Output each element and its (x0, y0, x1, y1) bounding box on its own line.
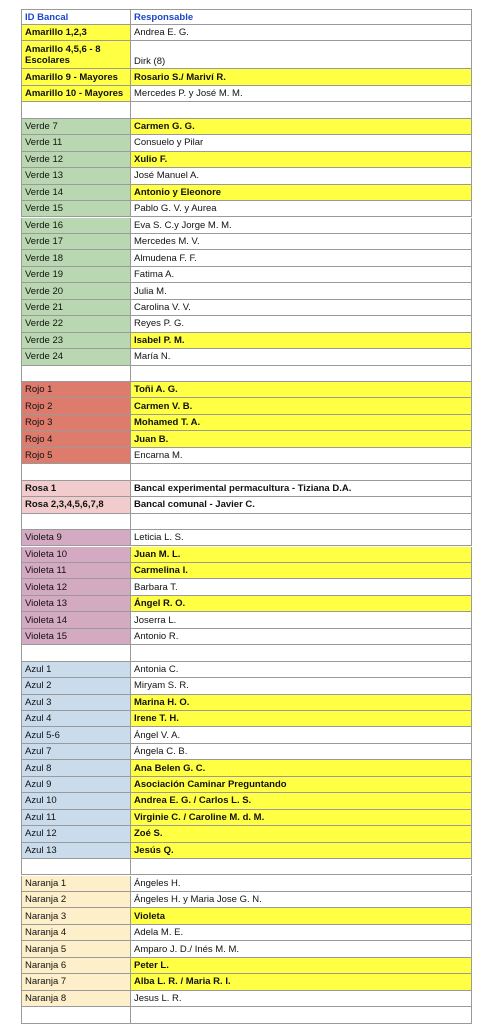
responsable-cell[interactable]: Pablo G. V. y Aurea (131, 201, 472, 217)
id-bancal-cell[interactable]: Rojo 3 (21, 415, 131, 431)
table-row (21, 283, 472, 299)
empty-cell[interactable] (131, 102, 472, 118)
responsable-cell[interactable]: Bancal experimental permacultura - Tiziana D.A. (131, 481, 472, 497)
table-row (21, 612, 472, 628)
empty-cell[interactable] (131, 1007, 472, 1023)
blank-row (21, 1007, 472, 1023)
blank-row (21, 366, 472, 382)
responsable-cell[interactable]: Leticia L. S. (131, 530, 472, 546)
responsable-cell[interactable]: Xulio F. (131, 152, 472, 168)
table-row (21, 41, 472, 69)
id-bancal-cell[interactable]: Violeta 14 (21, 612, 131, 628)
id-bancal-cell[interactable]: Azul 5-6 (21, 727, 131, 743)
table-row (21, 481, 472, 497)
responsable-cell[interactable]: Juan B. (131, 431, 472, 447)
responsable-cell[interactable]: Joserra L. (131, 612, 472, 628)
id-bancal-cell[interactable]: Rojo 2 (21, 398, 131, 414)
responsable-cell[interactable]: Jesús Q. (131, 843, 472, 859)
id-bancal-cell[interactable]: Azul 12 (21, 826, 131, 842)
table-row (21, 941, 472, 957)
table-row (21, 843, 472, 859)
responsable-cell[interactable]: Ángeles H. (131, 876, 472, 892)
table-row (21, 185, 472, 201)
responsable-cell[interactable]: Carolina V. V. (131, 300, 472, 316)
responsable-cell[interactable]: Barbara T. (131, 579, 472, 595)
table-row (21, 596, 472, 612)
responsable-cell[interactable]: Ana Belen G. C. (131, 760, 472, 776)
id-bancal-cell[interactable]: Verde 18 (21, 250, 131, 266)
table-row (21, 547, 472, 563)
table-row (21, 135, 472, 151)
id-bancal-cell[interactable]: Azul 8 (21, 760, 131, 776)
table-row (21, 727, 472, 743)
responsable-cell[interactable]: Isabel P. M. (131, 333, 472, 349)
id-bancal-cell[interactable]: Naranja 6 (21, 958, 131, 974)
table-row (21, 711, 472, 727)
table-row (21, 744, 472, 760)
table-row (21, 876, 472, 892)
table-row (21, 382, 472, 398)
table-row (21, 629, 472, 645)
empty-cell[interactable] (21, 366, 131, 382)
id-bancal-cell[interactable]: Rojo 5 (21, 448, 131, 464)
table-row (21, 497, 472, 513)
id-bancal-cell[interactable]: Azul 11 (21, 810, 131, 826)
id-bancal-cell[interactable]: Verde 11 (21, 135, 131, 151)
responsable-cell[interactable]: Ángeles H. y Maria Jose G. N. (131, 892, 472, 908)
responsable-cell[interactable]: María N. (131, 349, 472, 365)
responsable-cell[interactable]: Mohamed T. A. (131, 415, 472, 431)
id-bancal-cell[interactable]: Naranja 3 (21, 908, 131, 924)
id-bancal-cell[interactable]: Violeta 13 (21, 596, 131, 612)
empty-cell[interactable] (21, 859, 131, 875)
responsable-cell[interactable]: Ángel V. A. (131, 727, 472, 743)
id-bancal-cell[interactable]: Violeta 12 (21, 579, 131, 595)
table-row (21, 974, 472, 990)
id-bancal-cell[interactable]: Verde 16 (21, 218, 131, 234)
responsable-cell[interactable]: Ángel R. O. (131, 596, 472, 612)
blank-row (21, 102, 472, 118)
id-bancal-cell[interactable]: Azul 9 (21, 777, 131, 793)
table-row (21, 892, 472, 908)
id-bancal-cell[interactable]: Amarillo 9 - Mayores (21, 69, 131, 85)
table-row (21, 250, 472, 266)
responsable-cell[interactable]: Amparo J. D./ Inés M. M. (131, 941, 472, 957)
responsable-cell[interactable]: Asociación Caminar Preguntando (131, 777, 472, 793)
id-bancal-cell[interactable]: Verde 17 (21, 234, 131, 250)
table-row (21, 316, 472, 332)
empty-cell[interactable] (131, 464, 472, 480)
id-bancal-cell[interactable]: Verde 12 (21, 152, 131, 168)
responsable-cell[interactable]: Adela M. E. (131, 925, 472, 941)
table-row (21, 925, 472, 941)
id-bancal-cell[interactable]: Rosa 1 (21, 481, 131, 497)
header-id-bancal[interactable]: ID Bancal (21, 9, 131, 25)
table-row (21, 86, 472, 102)
responsable-cell[interactable]: Carmen V. B. (131, 398, 472, 414)
responsable-cell[interactable]: Juan M. L. (131, 547, 472, 563)
id-bancal-cell[interactable]: Azul 2 (21, 678, 131, 694)
table-row (21, 267, 472, 283)
empty-cell[interactable] (131, 514, 472, 530)
table-row (21, 218, 472, 234)
table-row (21, 333, 472, 349)
responsable-cell[interactable]: Fatima A. (131, 267, 472, 283)
responsable-cell[interactable]: Andrea E. G. (131, 25, 472, 41)
id-bancal-cell[interactable]: Amarillo 1,2,3 (21, 25, 131, 41)
table-row (21, 398, 472, 414)
table-row (21, 662, 472, 678)
empty-cell[interactable] (21, 645, 131, 661)
id-bancal-cell[interactable]: Azul 1 (21, 662, 131, 678)
table-row (21, 415, 472, 431)
responsable-cell[interactable]: Zoé S. (131, 826, 472, 842)
table-row (21, 234, 472, 250)
responsable-cell[interactable]: Carmen G. G. (131, 119, 472, 135)
id-bancal-cell[interactable]: Azul 4 (21, 711, 131, 727)
responsable-cell[interactable]: Violeta (131, 908, 472, 924)
responsable-cell[interactable]: José Manuel A. (131, 168, 472, 184)
blank-row (21, 464, 472, 480)
id-bancal-cell[interactable]: Azul 7 (21, 744, 131, 760)
id-bancal-cell[interactable]: Naranja 2 (21, 892, 131, 908)
id-bancal-cell[interactable]: Naranja 7 (21, 974, 131, 990)
blank-row (21, 514, 472, 530)
table-row (21, 119, 472, 135)
table-row (21, 695, 472, 711)
responsable-cell[interactable]: Julia M. (131, 283, 472, 299)
id-bancal-cell[interactable]: Verde 14 (21, 185, 131, 201)
table-row (21, 152, 472, 168)
table-row (21, 431, 472, 447)
id-bancal-cell[interactable]: Violeta 9 (21, 530, 131, 546)
table-row (21, 810, 472, 826)
id-bancal-cell[interactable]: Naranja 8 (21, 991, 131, 1007)
empty-cell[interactable] (131, 645, 472, 661)
responsable-cell[interactable]: Dirk (8) (131, 41, 472, 69)
id-bancal-cell[interactable]: Naranja 5 (21, 941, 131, 957)
id-bancal-cell[interactable]: Verde 15 (21, 201, 131, 217)
id-bancal-cell[interactable]: Azul 3 (21, 695, 131, 711)
id-bancal-cell[interactable]: Amarillo 10 - Mayores (21, 86, 131, 102)
id-bancal-cell[interactable]: Rojo 4 (21, 431, 131, 447)
empty-cell[interactable] (21, 1007, 131, 1023)
id-bancal-cell[interactable]: Verde 23 (21, 333, 131, 349)
responsable-cell[interactable]: Peter L. (131, 958, 472, 974)
responsable-cell[interactable]: Antonio y Eleonore (131, 185, 472, 201)
responsable-cell[interactable]: Bancal comunal - Javier C. (131, 497, 472, 513)
id-bancal-cell[interactable]: Violeta 15 (21, 629, 131, 645)
id-bancal-cell[interactable]: Verde 13 (21, 168, 131, 184)
id-bancal-cell[interactable]: Amarillo 4,5,6 - 8 Escolares (21, 41, 131, 69)
table-row (21, 678, 472, 694)
id-bancal-cell[interactable]: Verde 7 (21, 119, 131, 135)
responsable-cell[interactable]: Almudena F. F. (131, 250, 472, 266)
responsable-cell[interactable]: Reyes P. G. (131, 316, 472, 332)
table-row (21, 760, 472, 776)
id-bancal-cell[interactable]: Violeta 10 (21, 547, 131, 563)
table-row (21, 826, 472, 842)
responsable-cell[interactable]: Antonia C. (131, 662, 472, 678)
empty-cell[interactable] (21, 102, 131, 118)
table-row (21, 958, 472, 974)
table-row (21, 300, 472, 316)
empty-cell[interactable] (131, 859, 472, 875)
responsable-cell[interactable]: Mercedes P. y José M. M. (131, 86, 472, 102)
responsable-cell[interactable]: Marina H. O. (131, 695, 472, 711)
id-bancal-cell[interactable]: Verde 21 (21, 300, 131, 316)
table-row (21, 991, 472, 1007)
responsable-cell[interactable]: Virginie C. / Caroline M. d. M. (131, 810, 472, 826)
header-row (21, 9, 472, 25)
table-row (21, 349, 472, 365)
id-bancal-cell[interactable]: Verde 22 (21, 316, 131, 332)
responsable-cell[interactable]: Andrea E. G. / Carlos L. S. (131, 793, 472, 809)
id-bancal-cell[interactable]: Verde 24 (21, 349, 131, 365)
table-row (21, 777, 472, 793)
table-row (21, 908, 472, 924)
responsable-cell[interactable]: Encarna M. (131, 448, 472, 464)
empty-cell[interactable] (21, 514, 131, 530)
id-bancal-cell[interactable]: Rosa 2,3,4,5,6,7,8 (21, 497, 131, 513)
blank-row (21, 645, 472, 661)
id-bancal-cell[interactable]: Rojo 1 (21, 382, 131, 398)
empty-cell[interactable] (131, 366, 472, 382)
responsable-cell[interactable]: Eva S. C.y Jorge M. M. (131, 218, 472, 234)
table-row (21, 563, 472, 579)
responsable-cell[interactable]: Alba L. R. / Maria R. I. (131, 974, 472, 990)
blank-row (21, 859, 472, 875)
table-row (21, 168, 472, 184)
table-row (21, 579, 472, 595)
responsable-cell[interactable]: Irene T. H. (131, 711, 472, 727)
id-bancal-cell[interactable]: Naranja 4 (21, 925, 131, 941)
responsable-cell[interactable]: Mercedes M. V. (131, 234, 472, 250)
responsable-cell[interactable]: Jesus L. R. (131, 991, 472, 1007)
table-row (21, 448, 472, 464)
id-bancal-cell[interactable]: Azul 10 (21, 793, 131, 809)
responsable-cell[interactable]: Toñi A. G. (131, 382, 472, 398)
responsable-cell[interactable]: Antonio R. (131, 629, 472, 645)
header-responsable[interactable]: Responsable (131, 9, 472, 25)
table-row (21, 69, 472, 85)
id-bancal-cell[interactable]: Azul 13 (21, 843, 131, 859)
id-bancal-cell[interactable]: Verde 20 (21, 283, 131, 299)
table-row (21, 25, 472, 41)
responsable-cell[interactable]: Consuelo y Pilar (131, 135, 472, 151)
id-bancal-cell[interactable]: Verde 19 (21, 267, 131, 283)
responsable-cell[interactable]: Carmelina I. (131, 563, 472, 579)
empty-cell[interactable] (21, 464, 131, 480)
table-row (21, 793, 472, 809)
table-row (21, 201, 472, 217)
responsable-cell[interactable]: Ángela C. B. (131, 744, 472, 760)
table-row (21, 530, 472, 546)
responsable-cell[interactable]: Miryam S. R. (131, 678, 472, 694)
responsable-cell[interactable]: Rosario S./ Mariví R. (131, 69, 472, 85)
id-bancal-cell[interactable]: Violeta 11 (21, 563, 131, 579)
id-bancal-cell[interactable]: Naranja 1 (21, 876, 131, 892)
